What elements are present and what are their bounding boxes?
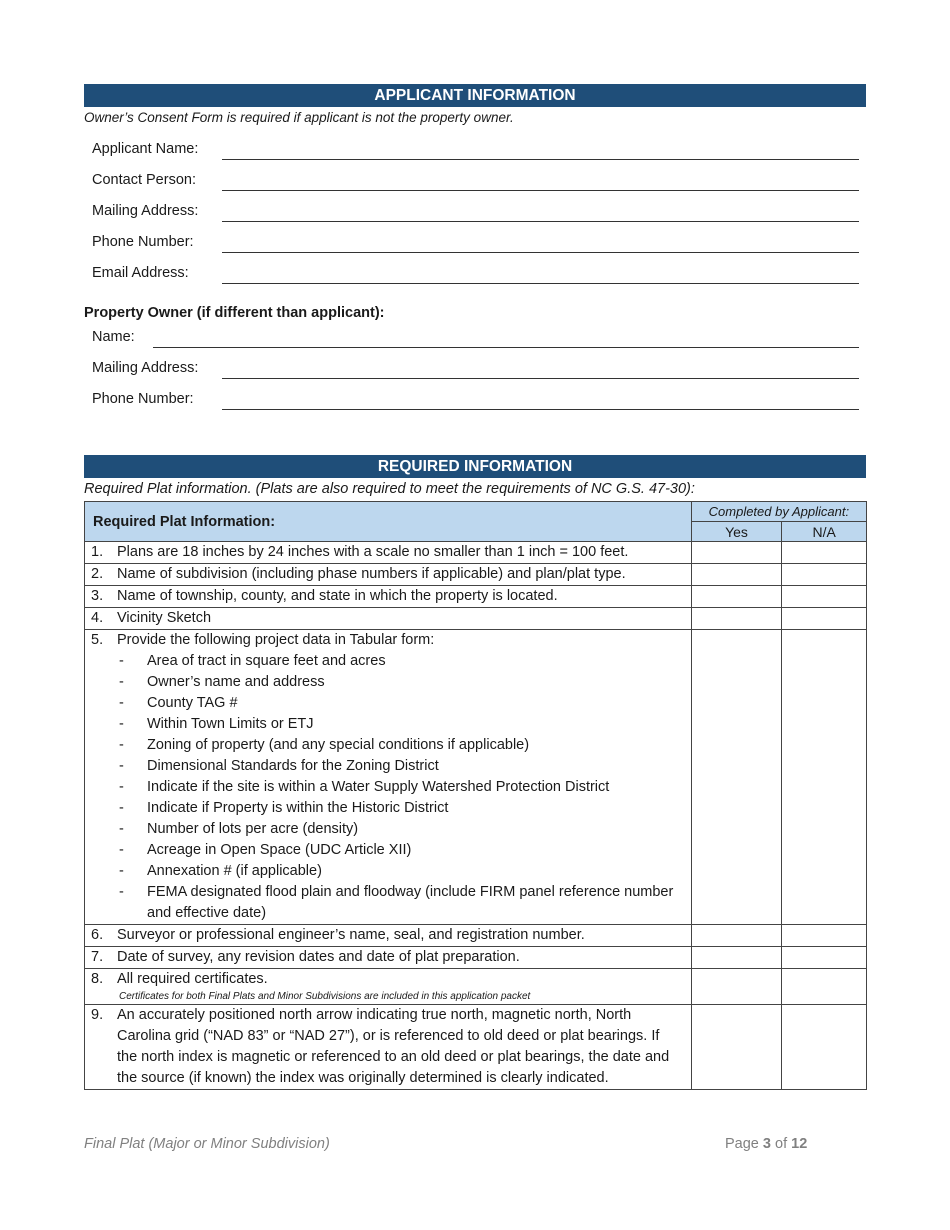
- required-plat-note: Required Plat information. (Plats are also required to meet the requirements of NC G.S. 47-30):: [84, 481, 695, 497]
- yes-cell[interactable]: [691, 564, 782, 586]
- footer-document-title: Final Plat (Major or Minor Subdivision): [84, 1136, 330, 1152]
- row-text: Surveyor or professional engineer’s name, seal, and registration number.: [117, 927, 585, 943]
- row-number: 7.: [91, 949, 104, 965]
- na-cell[interactable]: [782, 586, 867, 608]
- required-plat-table: [84, 501, 867, 1090]
- row-text: Date of survey, any revision dates and date of plat preparation.: [117, 949, 520, 965]
- field-label: Mailing Address:: [92, 203, 199, 219]
- field-label: Phone Number:: [92, 234, 194, 250]
- list-item: - FEMA designated flood plain and floodway (include FIRM panel reference number and effective date): [119, 884, 674, 921]
- na-cell[interactable]: [782, 564, 867, 586]
- row-text: Plans are 18 inches by 24 inches with a scale no smaller than 1 inch = 100 feet.: [117, 544, 629, 560]
- row-text: An accurately positioned north arrow indicating true north, magnetic north, North Carolina grid (“NAD 83” or “NAD 27”), or is referenced to old deed or plat bearings. If the north index is magnetic or referenced to an old deed or plat bearings, the date and the source (if known) the index was originally determined is clearly indicated.: [117, 1007, 670, 1086]
- footer-page-indicator: [725, 1136, 807, 1152]
- list-item: - Zoning of property (and any special conditions if applicable): [119, 737, 530, 753]
- row-text: Vicinity Sketch: [117, 610, 212, 626]
- phone-number-input-line[interactable]: [222, 252, 859, 253]
- na-cell[interactable]: [782, 925, 867, 947]
- row-number: 9.: [91, 1007, 104, 1023]
- field-label: Mailing Address:: [92, 360, 199, 376]
- owner-name-field[interactable]: [92, 327, 859, 351]
- list-item: - Number of lots per acre (density): [119, 821, 359, 837]
- row-text: Name of township, county, and state in which the property is located.: [117, 588, 558, 604]
- yes-cell[interactable]: [691, 969, 782, 1005]
- owner-mailing-address-field[interactable]: [92, 358, 859, 382]
- yes-cell[interactable]: [691, 925, 782, 947]
- row-number: 8.: [91, 971, 104, 987]
- na-cell[interactable]: [782, 608, 867, 630]
- yes-cell[interactable]: [691, 630, 782, 925]
- mailing-address-field[interactable]: [92, 201, 859, 225]
- list-item: - Acreage in Open Space (UDC Article XII): [119, 842, 412, 858]
- field-label: Contact Person:: [92, 172, 196, 188]
- field-label: Phone Number:: [92, 391, 194, 407]
- row-text: Name of subdivision (including phase numbers if applicable) and plan/plat type.: [117, 566, 626, 582]
- row-number: 4.: [91, 610, 104, 626]
- na-cell[interactable]: [782, 947, 867, 969]
- list-item: - County TAG #: [119, 695, 238, 711]
- list-item: - Annexation # (if applicable): [119, 863, 322, 879]
- owner-consent-note: Owner’s Consent Form is required if applicant is not the property owner.: [84, 110, 514, 125]
- of-word: of: [775, 1136, 788, 1152]
- mailing-address-input-line[interactable]: [222, 221, 859, 222]
- field-label: Name:: [92, 329, 135, 345]
- na-cell[interactable]: [782, 1005, 867, 1090]
- na-cell[interactable]: [782, 630, 867, 925]
- yes-cell[interactable]: [691, 586, 782, 608]
- list-item: - Indicate if the site is within a Water Supply Watershed Protection District: [119, 779, 610, 795]
- table-row: [85, 630, 867, 925]
- list-item: - Dimensional Standards for the Zoning District: [119, 758, 439, 774]
- applicant-name-input-line[interactable]: [222, 159, 859, 160]
- owner-name-input-line[interactable]: [153, 347, 859, 348]
- row-number: 6.: [91, 927, 104, 943]
- list-item: - Owner’s name and address: [119, 674, 325, 690]
- table-row: [85, 925, 867, 947]
- email-address-input-line[interactable]: [222, 283, 859, 284]
- table-header-na: N/A: [782, 522, 867, 542]
- table-row: [85, 586, 867, 608]
- page-number: 3: [762, 1136, 771, 1152]
- list-item: - Area of tract in square feet and acres: [119, 653, 386, 669]
- email-address-field[interactable]: [92, 263, 859, 287]
- table-header-main: Required Plat Information:: [85, 502, 692, 542]
- owner-mailing-address-input-line[interactable]: [222, 378, 859, 379]
- table-row: [85, 564, 867, 586]
- certificates-note: Certificates for both Final Plats and Minor Subdivisions are included in this application packet: [119, 991, 531, 1002]
- na-cell[interactable]: [782, 542, 867, 564]
- table-row: [85, 969, 867, 1005]
- applicant-info-banner: APPLICANT INFORMATION: [84, 84, 866, 107]
- list-item: - Indicate if Property is within the Historic District: [119, 800, 449, 816]
- row-number: 2.: [91, 566, 104, 582]
- yes-cell[interactable]: [691, 947, 782, 969]
- na-cell[interactable]: [782, 969, 867, 1005]
- contact-person-input-line[interactable]: [222, 190, 859, 191]
- required-info-banner: REQUIRED INFORMATION: [84, 455, 866, 478]
- owner-phone-number-field[interactable]: [92, 389, 859, 413]
- field-label: Email Address:: [92, 265, 189, 281]
- row-number: 1.: [91, 544, 104, 560]
- table-row: [85, 947, 867, 969]
- row-text: Provide the following project data in Tabular form:: [117, 632, 435, 648]
- row-number: 3.: [91, 588, 104, 604]
- table-row: [85, 608, 867, 630]
- owner-phone-number-input-line[interactable]: [222, 409, 859, 410]
- table-header-completed: Completed by Applicant:: [691, 502, 866, 522]
- property-owner-heading: Property Owner (if different than applicant):: [84, 305, 385, 321]
- list-item: - Within Town Limits or ETJ: [119, 716, 314, 732]
- table-row: [85, 1005, 867, 1090]
- contact-person-field[interactable]: [92, 170, 859, 194]
- row-text: All required certificates.: [117, 971, 268, 987]
- applicant-name-field[interactable]: [92, 139, 859, 163]
- yes-cell[interactable]: [691, 608, 782, 630]
- row-number: 5.: [91, 632, 104, 648]
- yes-cell[interactable]: [691, 542, 782, 564]
- yes-cell[interactable]: [691, 1005, 782, 1090]
- field-label: Applicant Name:: [92, 141, 199, 157]
- phone-number-field[interactable]: [92, 232, 859, 256]
- page-total: 12: [791, 1136, 808, 1152]
- table-header-yes: Yes: [691, 522, 782, 542]
- page-word: Page: [725, 1136, 759, 1152]
- table-row: [85, 542, 867, 564]
